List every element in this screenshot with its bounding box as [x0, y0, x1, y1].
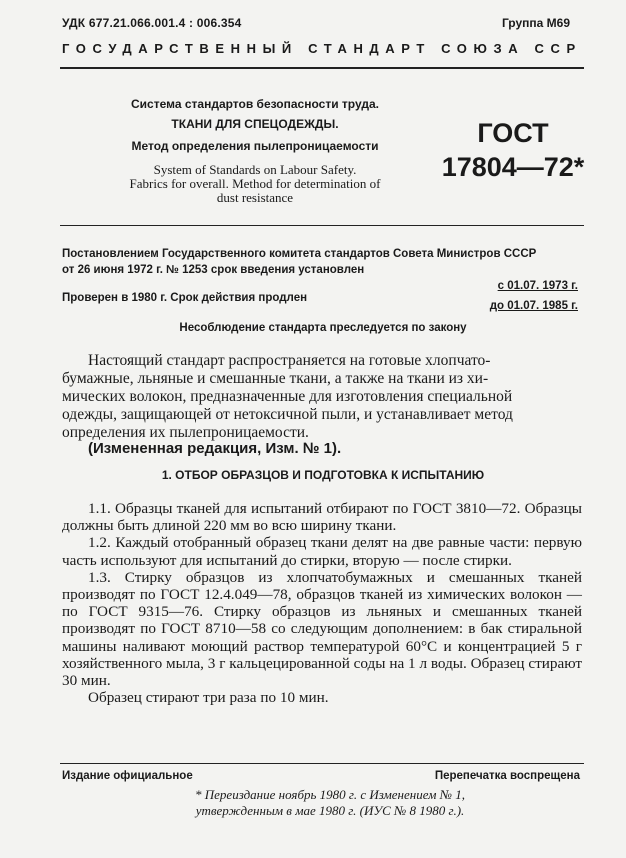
paragraph-1-3: 1.3. Стирку образцов из хлопчатобумажных и смешанных тканей производят по ГОСТ 12.4.049—78, образцов тканей из химических волокон — по ГОСТ 9315—76. Стирку образцов из льняных и смешанных тканей производят по ГОСТ 8710—58 со следующим дополнением: в бак стиральной машины наливают моющий раствор температурой 60°С и концентрацией 5 г хозяйственного мыла, 3 г кальцецированной соды на 1 л воды. Образец стирают 30 мин. [62, 568, 582, 690]
official-edition: Издание официальное [62, 770, 193, 782]
gost-label: ГОСТ [477, 118, 549, 148]
reissue-note [150, 787, 510, 819]
title-en-line2: Fabrics for overall. Method for determination of [129, 176, 381, 191]
header-rule [60, 67, 584, 69]
title-en-line3: dust resistance [216, 190, 294, 205]
reissue-line1: * Переиздание ноябрь 1980 г. с Изменением № 1, [195, 787, 465, 802]
intro-line1: Настоящий стандарт распространяется на готовые хлопчато- [88, 352, 491, 369]
title-ru-line2: ТКАНИ ДЛЯ СПЕЦОДЕЖДЫ. [171, 117, 339, 131]
title-rule [60, 225, 584, 226]
udk-code: УДК 677.21.066.001.4 : 006.354 [62, 16, 242, 30]
gost-number: 17804—72* [441, 152, 585, 182]
section1-title: 1. ОТБОР ОБРАЗЦОВ И ПОДГОТОВКА К ИСПЫТАНИЮ [161, 468, 485, 482]
group-code: Группа М69 [501, 16, 570, 30]
state-standard-banner: ГОСУДАРСТВЕННЫЙ СТАНДАРТ СОЮЗА ССР [62, 41, 582, 56]
date-to: до 01.07. 1985 г. [489, 300, 578, 312]
intro-line3: мических волокон, предназначенные для изготовления специальной [62, 388, 513, 405]
decree-line1: Постановлением Государственного комитета стандартов Совета Министров СССР [62, 248, 537, 260]
checked-note: Проверен в 1980 г. Срок действия продлен [62, 292, 308, 304]
title-ru-line1: Система стандартов безопасности труда. [131, 97, 379, 111]
paragraph-1-3-note: Образец стирают три раза по 10 мин. [88, 689, 329, 707]
section1-body [62, 500, 582, 706]
title-ru-line3: Метод определения пылепроницаемости [131, 139, 379, 153]
intro-line2: бумажные, льняные и смешанные ткани, а также на ткани из хи- [62, 370, 489, 387]
paragraph-1-1: 1.1. Образцы тканей для испытаний отбирают по ГОСТ 3810—72. Образцы должны быть длиной 220 мм во всю ширину ткани. [62, 500, 582, 535]
decree-line2: от 26 июня 1972 г. № 1253 срок введения установлен [62, 264, 365, 276]
intro-line5: определения их пылепроницаемости. [62, 424, 309, 441]
validity-dates [490, 276, 578, 316]
reissue-line2: утвержденным в мае 1980 г. (ИУС № 8 1980 г.). [195, 803, 465, 818]
paragraph-1-2: 1.2. Каждый отобранный образец ткани делят на две равные части: первую часть используют для испытаний до стирки, вторую — после стирки. [62, 534, 582, 569]
title-en-line1: System of Standards on Labour Safety. [153, 162, 357, 177]
date-from: с 01.07. 1973 г. [497, 280, 578, 292]
reprint-forbidden: Перепечатка воспрещена [434, 770, 580, 782]
footer-rule [60, 763, 584, 764]
intro-line4: одежды, защищающей от нетоксичной пыли, и устанавливает метод [62, 406, 513, 423]
amendment-note: (Измененная редакция, Изм. № 1). [88, 440, 342, 457]
law-notice: Несоблюдение стандарта преследуется по закону [179, 322, 467, 334]
